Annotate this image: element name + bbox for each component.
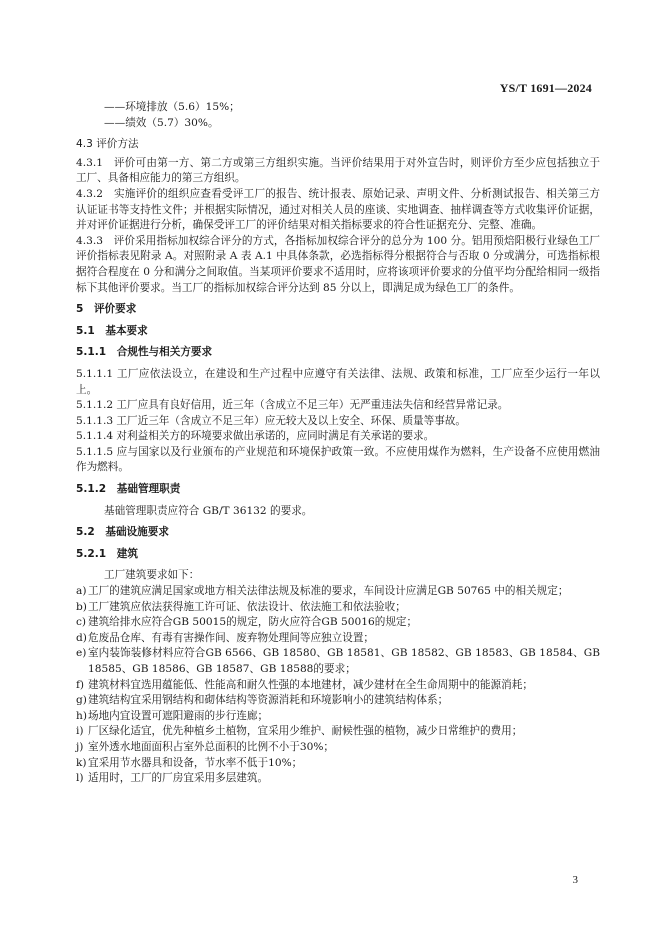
standard-number: YS/T 1691—2024 — [499, 81, 592, 95]
list-text: 工厂建筑应依法获得施工许可证、依法设计、依法施工和依法验收； — [88, 600, 406, 613]
list-text: 室内装饰装修材料应符合GB 6566、GB 18580、GB 18581、GB 18582、GB 18583、GB 18584、GB 18585、GB 18586、GB 18587、GB 18588的要求； — [88, 647, 600, 675]
list-marker: f) — [76, 678, 85, 691]
section-5-1-heading: 5.1 基本要求 — [76, 324, 148, 337]
clause-5-1-1-3: 5.1.1.3 工厂近三年（含成立不足三年）应无较大及以上安全、环保、质量等事故。 — [76, 414, 467, 427]
page-number: 3 — [572, 874, 578, 886]
list-marker: a) — [76, 585, 87, 598]
list-item — [76, 740, 600, 756]
section-5-1-2-heading: 5.1.2 基础管理职责 — [76, 483, 181, 496]
section-5-2-heading: 5.2 基础设施要求 — [76, 526, 169, 539]
list-item — [76, 631, 600, 647]
list-text: 厂区绿化适宜，优先种植乡土植物，宜采用少维护、耐候性强的植物，减少日常维护的费用； — [88, 725, 523, 738]
list-marker: j) — [76, 740, 84, 753]
clause-5-1-1-1: 5.1.1.1 工厂应依法设立，在建设和生产过程中应遵守有关法律、法规、政策和标准，工厂应至少运行一年以上。 — [76, 367, 600, 396]
list-text: 宜采用节水器具和设备，节水率不低于10%； — [88, 756, 303, 769]
list-text: 危废品仓库、有毒有害操作间、废弃物处理间等应独立设置； — [88, 631, 375, 644]
building-intro: 工厂建筑要求如下： — [104, 569, 200, 582]
list-text: 场地内宜设置可遮阳避雨的步行连廊； — [88, 709, 269, 722]
clause-5-1-2-text: 基础管理职责应符合 GB/T 36132 的要求。 — [104, 504, 313, 517]
intro-item-environment: ——环境排放（5.6）15%； — [104, 101, 240, 113]
building-requirements-list — [76, 584, 600, 787]
list-item — [76, 584, 600, 600]
list-marker: g) — [76, 694, 87, 707]
list-marker: e) — [76, 647, 87, 660]
list-text: 工厂的建筑应满足国家或地方相关法律法规及标准的要求，车间设计应满足GB 50765 中的相关规定； — [88, 585, 569, 598]
list-item — [76, 615, 600, 631]
list-text: 建筑材料宜选用蕴能低、性能高和耐久性强的本地建材，减少建材在全生命周期中的能源消耗； — [88, 678, 533, 691]
list-item — [76, 600, 600, 616]
list-marker: l) — [76, 772, 84, 785]
list-item — [76, 724, 600, 740]
list-marker: k) — [76, 756, 87, 769]
list-item — [76, 678, 600, 694]
section-4-3-heading: 4.3 评价方法 — [76, 138, 139, 151]
clause-4-3-2: 4.3.2 实施评价的组织应查看受评工厂的报告、统计报表、原始记录、声明文件、分析测试报告、相关第三方认证证书等支持性文件；并根据实际情况，通过对相关人员的座谈、实地调查、抽样调查等方式收集评价证据，并对评价证据进行分析，确保受评工厂的评价结果对相关指标要求的符合性证据充分、完整、准确。 — [76, 187, 600, 232]
intro-item-performance: ——绩效（5.7）30%。 — [104, 116, 219, 129]
list-item — [76, 709, 600, 725]
page-content — [76, 100, 600, 787]
list-marker: d) — [76, 631, 87, 644]
list-item — [76, 646, 600, 677]
list-text: 建筑给排水应符合GB 50015的规定，防火应符合GB 50016的规定； — [88, 616, 418, 629]
list-item — [76, 771, 600, 787]
section-5-2-1-heading: 5.2.1 建筑 — [76, 547, 138, 560]
list-text: 室外透水地面面积占室外总面积的比例不小于30%； — [88, 740, 335, 753]
list-marker: b) — [76, 600, 87, 613]
list-marker: i) — [76, 725, 84, 738]
clause-5-1-1-2: 5.1.1.2 工厂应具有良好信用，近三年（含成立不足三年）无严重违法失信和经营异常记录。 — [76, 399, 509, 412]
section-5-heading: 5 评价要求 — [76, 303, 137, 316]
clause-4-3-1: 4.3.1 评价可由第一方、第二方或第三方组织实施。当评价结果用于对外宣告时，则评价方至少应包括独立于工厂、具备相应能力的第三方组织。 — [76, 156, 600, 185]
list-text: 适用时，工厂的厂房宜采用多层建筑。 — [88, 772, 269, 785]
list-marker: c) — [76, 616, 87, 629]
section-5-1-1-heading: 5.1.1 合规性与相关方要求 — [76, 346, 213, 359]
list-item — [76, 693, 600, 709]
list-marker: h) — [76, 709, 87, 722]
list-text: 建筑结构宜采用钢结构和砌体结构等资源消耗和环境影响小的建筑结构体系； — [88, 694, 449, 707]
list-item — [76, 756, 600, 772]
clause-4-3-3: 4.3.3 评价采用指标加权综合评分的方式，各指标加权综合评分的总分为 100 分。铝用预焙阳极行业绿色工厂评价指标表见附录 A。对照附录 A 表 A.1 中具体条款，必选指标得分根据符合与否取 0 分或满分，可选指标根据符合程度在 0 分和满分之间取值。当某项评价要求不适用时，应将该项评价要求的分值平均分配给相同一级指标下其他评价要求。当工厂的指标加权综合评分达到 85 分以上，即满足成为绿色工厂的条件。 — [76, 234, 600, 294]
clause-5-1-1-5: 5.1.1.5 应与国家以及行业颁布的产业规范和环境保护政策一致。不应使用煤作为燃料，生产设备不应使用燃油作为燃料。 — [76, 445, 600, 474]
clause-5-1-1-4: 5.1.1.4 对利益相关方的环境要求做出承诺的，应同时满足有关承诺的要求。 — [76, 430, 435, 443]
